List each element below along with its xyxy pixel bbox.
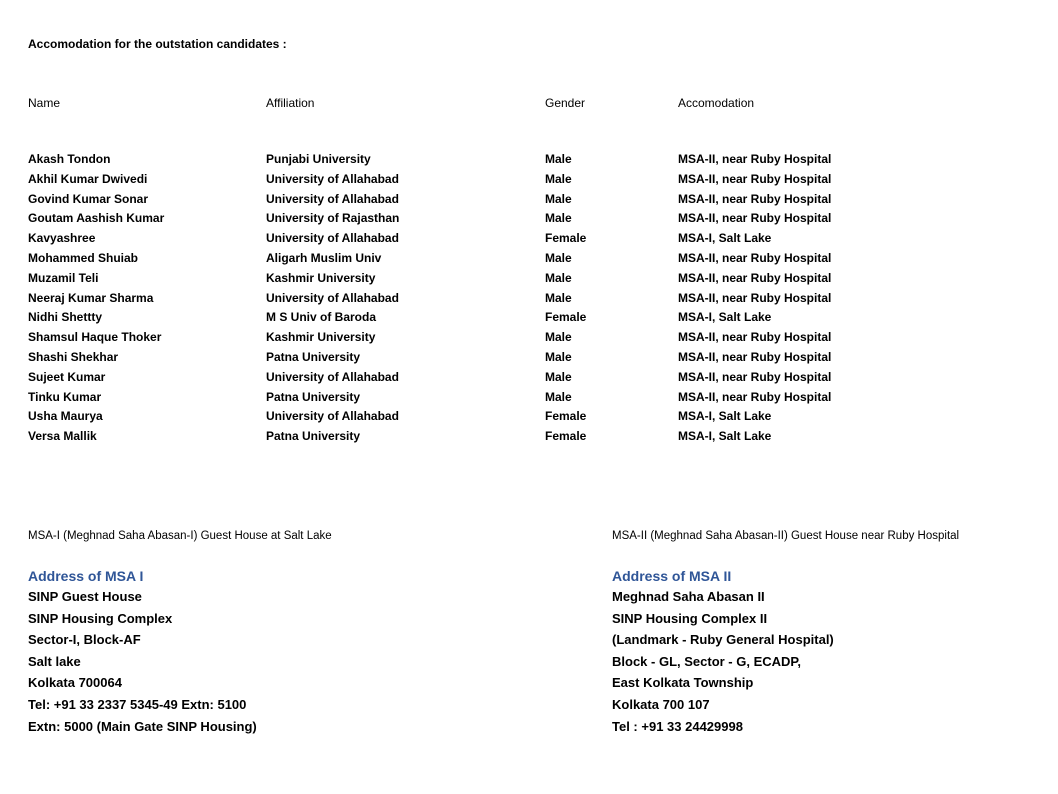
table-row (0, 390, 1058, 410)
column-header-gender: Gender (545, 96, 586, 110)
cell-affiliation: University of Allahabad (266, 409, 399, 424)
cell-name: Akhil Kumar Dwivedi (28, 171, 148, 186)
cell-affiliation: University of Rajasthan (266, 211, 400, 226)
address-line: SINP Housing Complex II (612, 610, 768, 626)
cell-affiliation: Patna University (266, 349, 361, 364)
cell-gender: Male (545, 270, 572, 285)
cell-affiliation: University of Allahabad (266, 369, 399, 384)
address-line: (Landmark - Ruby General Hospital) (612, 632, 834, 648)
cell-affiliation: University of Allahabad (266, 191, 399, 206)
cell-gender: Male (545, 250, 572, 265)
msa2-description: MSA-II (Meghnad Saha Abasan-II) Guest House near Ruby Hospital (612, 530, 960, 542)
msa2-address-title: Address of MSA II (612, 568, 732, 584)
cell-accomodation: MSA-II, near Ruby Hospital (678, 211, 832, 226)
cell-accomodation: MSA-II, near Ruby Hospital (678, 290, 832, 305)
cell-name: Sujeet Kumar (28, 369, 106, 384)
cell-gender: Male (545, 171, 572, 186)
cell-affiliation: Kashmir University (266, 270, 376, 285)
page-title: Accomodation for the outstation candidates : (28, 37, 287, 51)
cell-name: Kavyashree (28, 231, 96, 246)
cell-affiliation: University of Allahabad (266, 231, 399, 246)
table-row (0, 350, 1058, 370)
cell-affiliation: Kashmir University (266, 330, 376, 345)
cell-accomodation: MSA-II, near Ruby Hospital (678, 349, 832, 364)
table-row (0, 310, 1058, 330)
cell-name: Mohammed Shuiab (28, 250, 139, 265)
column-header-name: Name (28, 96, 61, 110)
cell-name: Neeraj Kumar Sharma (28, 290, 154, 305)
cell-accomodation: MSA-II, near Ruby Hospital (678, 389, 832, 404)
table-row (0, 251, 1058, 271)
cell-gender: Female (545, 429, 587, 444)
cell-gender: Male (545, 369, 572, 384)
cell-gender: Female (545, 409, 587, 424)
cell-gender: Female (545, 231, 587, 246)
cell-name: Usha Maurya (28, 409, 103, 424)
address-line: SINP Housing Complex (28, 610, 173, 626)
cell-affiliation: Patna University (266, 429, 361, 444)
address-line: Tel: +91 33 2337 5345-49 Extn: 5100 (28, 696, 247, 712)
address-line: Block - GL, Sector - G, ECADP, (612, 653, 802, 669)
cell-name: Shashi Shekhar (28, 349, 119, 364)
cell-accomodation: MSA-II, near Ruby Hospital (678, 191, 832, 206)
cell-name: Akash Tondon (28, 152, 111, 166)
address-line: Sector-I, Block-AF (28, 632, 141, 648)
table-row (0, 370, 1058, 390)
cell-affiliation: Punjabi University (266, 152, 371, 166)
cell-accomodation: MSA-I, Salt Lake (678, 429, 772, 444)
cell-gender: Male (545, 191, 572, 206)
address-line: Salt lake (28, 653, 81, 669)
address-line: Tel : +91 33 24429998 (612, 718, 743, 734)
cell-gender: Female (545, 310, 587, 325)
candidate-table (0, 152, 1058, 449)
cell-accomodation: MSA-II, near Ruby Hospital (678, 171, 832, 186)
table-row (0, 330, 1058, 350)
cell-name: Govind Kumar Sonar (28, 191, 149, 206)
cell-name: Nidhi Shettty (28, 310, 102, 325)
table-row (0, 172, 1058, 192)
cell-affiliation: University of Allahabad (266, 290, 399, 305)
cell-name: Goutam Aashish Kumar (28, 211, 165, 226)
cell-affiliation: University of Allahabad (266, 171, 399, 186)
cell-name: Muzamil Teli (28, 270, 99, 285)
cell-accomodation: MSA-II, near Ruby Hospital (678, 152, 832, 166)
cell-affiliation: M S Univ of Baroda (266, 310, 377, 325)
cell-name: Tinku Kumar (28, 389, 102, 404)
column-header-accomodation: Accomodation (678, 96, 755, 110)
address-line: Extn: 5000 (Main Gate SINP Housing) (28, 718, 257, 734)
address-line: SINP Guest House (28, 589, 142, 604)
cell-gender: Male (545, 330, 572, 345)
table-row (0, 429, 1058, 449)
table-row (0, 192, 1058, 212)
cell-gender: Male (545, 389, 572, 404)
cell-affiliation: Aligarh Muslim Univ (266, 250, 382, 265)
table-row (0, 152, 1058, 172)
address-line: Kolkata 700064 (28, 675, 122, 691)
cell-accomodation: MSA-I, Salt Lake (678, 310, 772, 325)
cell-gender: Male (545, 152, 572, 166)
cell-accomodation: MSA-II, near Ruby Hospital (678, 250, 832, 265)
table-row (0, 271, 1058, 291)
table-row (0, 291, 1058, 311)
cell-gender: Male (545, 349, 572, 364)
cell-affiliation: Patna University (266, 389, 361, 404)
column-header-affiliation: Affiliation (266, 96, 315, 110)
cell-accomodation: MSA-II, near Ruby Hospital (678, 330, 832, 345)
cell-accomodation: MSA-II, near Ruby Hospital (678, 270, 832, 285)
address-line: East Kolkata Township (612, 675, 754, 691)
cell-accomodation: MSA-I, Salt Lake (678, 409, 772, 424)
address-line: Kolkata 700 107 (612, 696, 710, 712)
cell-gender: Male (545, 211, 572, 226)
msa1-description: MSA-I (Meghnad Saha Abasan-I) Guest House at Salt Lake (28, 530, 332, 542)
table-row (0, 409, 1058, 429)
cell-gender: Male (545, 290, 572, 305)
cell-accomodation: MSA-II, near Ruby Hospital (678, 369, 832, 384)
table-row (0, 211, 1058, 231)
cell-name: Shamsul Haque Thoker (28, 330, 162, 345)
msa1-address (28, 566, 257, 737)
table-row (0, 231, 1058, 251)
msa1-address-title: Address of MSA I (28, 568, 144, 584)
cell-accomodation: MSA-I, Salt Lake (678, 231, 772, 246)
msa2-address (612, 566, 834, 737)
address-line: Meghnad Saha Abasan II (612, 589, 765, 604)
cell-name: Versa Mallik (28, 429, 97, 444)
